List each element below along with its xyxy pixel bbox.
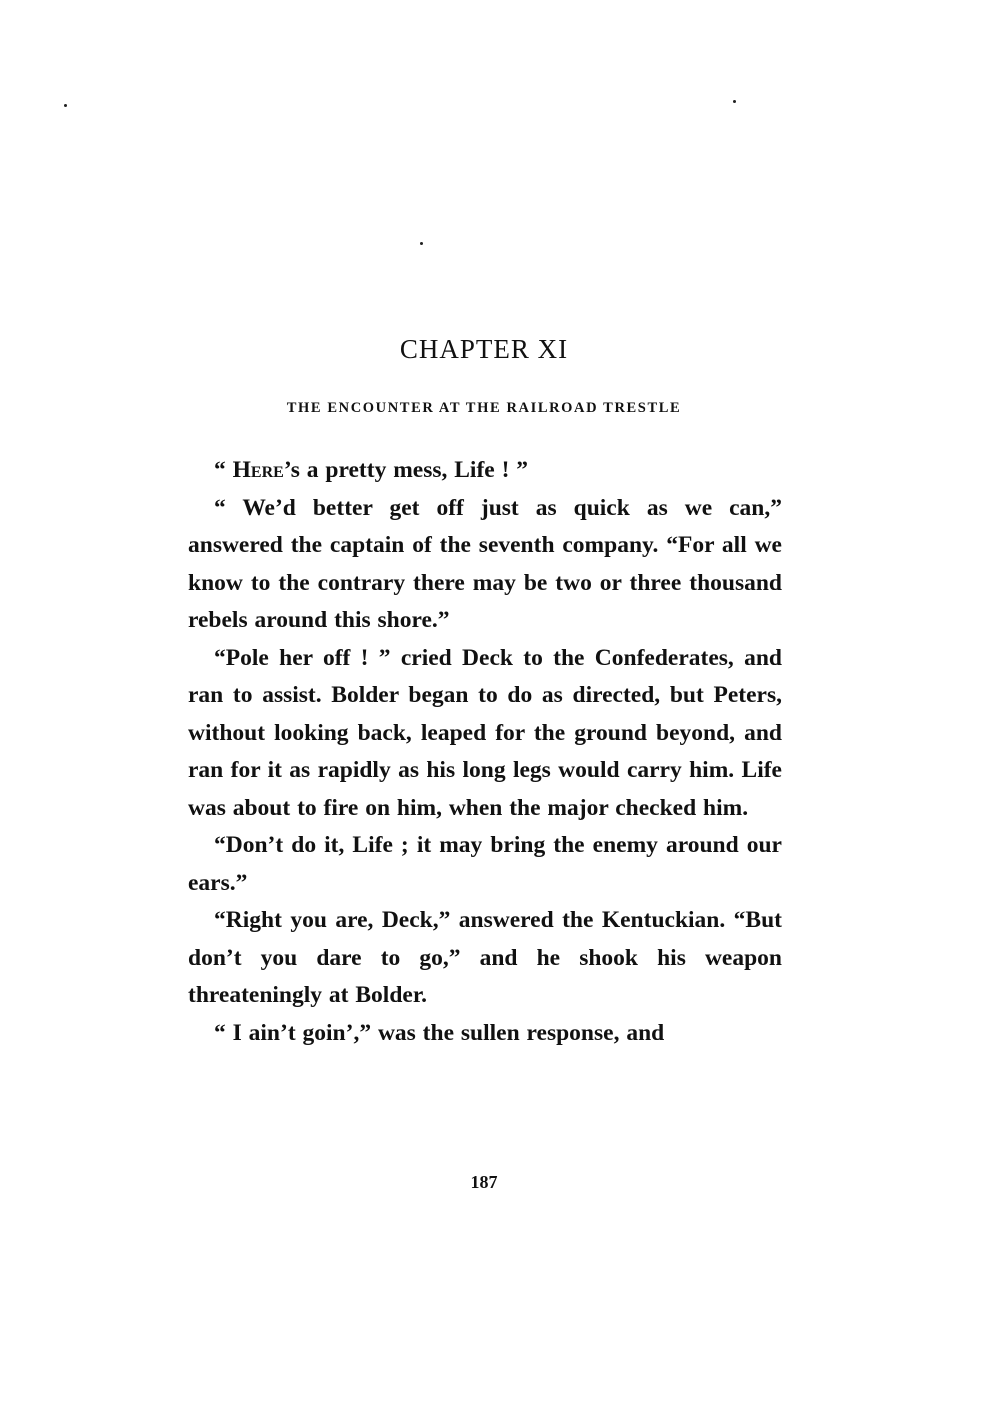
chapter-subtitle: THE ENCOUNTER AT THE RAILROAD TRESTLE — [286, 400, 682, 416]
paragraph: “ We’d better get off just as quick as we can,” answered the captain of the seventh company. “For all we know to the contrary there may be two or three thousand rebels around this shore.” — [188, 494, 782, 633]
paragraph: “Right you are, Deck,” answered the Kentuckian. “But don’t you dare to go,” and he shook his weapon threateningly at Bolder. — [188, 907, 782, 1008]
print-speck — [420, 242, 423, 245]
paragraph-text: ’s a pretty mess, Life ! ” — [283, 457, 529, 483]
print-speck — [733, 100, 736, 103]
page-number: 187 — [470, 1172, 498, 1192]
paragraph: “Pole her off ! ” cried Deck to the Confederates, and ran to assist. Bolder began to do as directed, but Peters, without looking back, leaped for the ground beyond, and ran for it as rapidly as his long legs would carry him. Life was about to fire on him, when the major checked him. — [188, 644, 782, 821]
paragraph — [188, 452, 782, 490]
paragraph-lead-word: Here — [232, 457, 284, 483]
paragraph: “Don’t do it, Life ; it may bring the enemy around our ears.” — [188, 832, 782, 896]
body-text — [188, 452, 782, 1052]
paragraph: “ I ain’t goin’,” was the sullen response, and — [214, 1019, 665, 1046]
chapter-title: CHAPTER XI — [399, 334, 569, 364]
opening-quote: “ — [214, 457, 233, 483]
print-speck — [64, 104, 67, 107]
